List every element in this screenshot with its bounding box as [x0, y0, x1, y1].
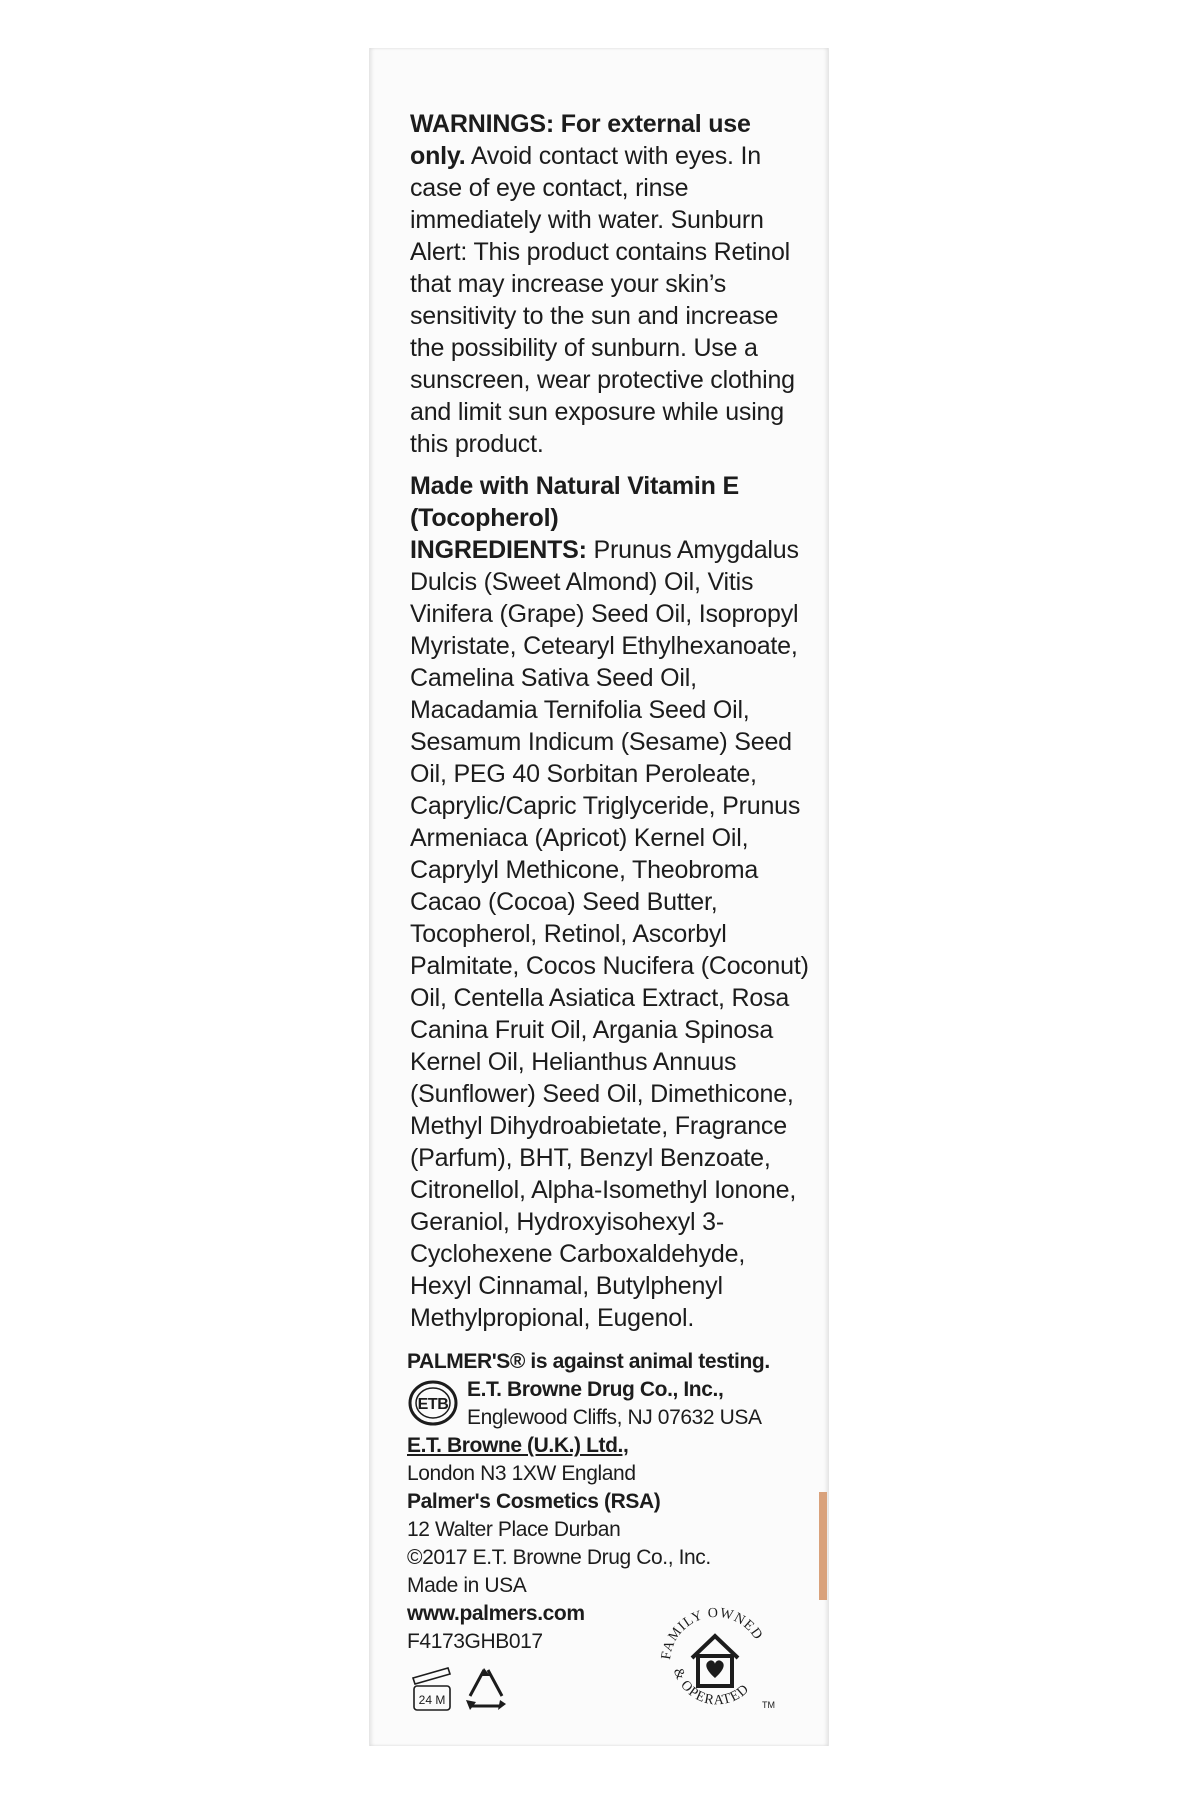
- et-browne-row: [407, 1376, 827, 1432]
- rsa-company-name: Palmer's Cosmetics (RSA): [407, 1490, 661, 1513]
- uk-company-address: London N3 1XW England: [407, 1462, 636, 1485]
- pao-label: 24 M: [418, 1693, 446, 1707]
- warnings-paragraph: [410, 108, 810, 460]
- badge-top-text: FAMILY OWNED: [658, 1605, 766, 1661]
- copyright-line: ©2017 E.T. Browne Drug Co., Inc.: [407, 1546, 711, 1569]
- website-link: www.palmers.com: [407, 1602, 585, 1625]
- animal-testing-note: PALMER'S® is against animal testing.: [407, 1350, 770, 1373]
- et-logo-letters: ETB: [417, 1396, 449, 1413]
- warnings-heading: WARNINGS: For external use only.: [410, 110, 751, 170]
- vitamin-note: [410, 470, 810, 534]
- et-browne-logo-icon: [407, 1378, 459, 1428]
- warnings-body: Avoid contact with eyes. In case of eye contact, rinse immediately with water. Sunburn Alert: This product contains Retinol that may increase your skin’s sensitivity to the sun and increase the possibility of sunburn. Use a sunscreen, wear protective clothing and limit sun exposure while using this product.: [410, 142, 795, 458]
- et-browne-text: [467, 1376, 827, 1432]
- house-heart-icon: [692, 1636, 738, 1686]
- made-in-line: Made in USA: [407, 1574, 527, 1597]
- badge-bottom-text: & OPERATED: [669, 1666, 753, 1709]
- symbols-row: [410, 1664, 530, 1716]
- et-company-name: E.T. Browne Drug Co., Inc.,: [467, 1378, 724, 1401]
- svg-text:FAMILY OWNED: [659, 1606, 766, 1661]
- ingredients-heading: INGREDIENTS:: [410, 536, 587, 564]
- ingredients-paragraph: [410, 534, 810, 1334]
- uk-company-name: E.T. Browne (U.K.) Ltd.,: [407, 1434, 629, 1457]
- ingredients-list: Prunus Amygdalus Dulcis (Sweet Almond) Oil, Vitis Vinifera (Grape) Seed Oil, Isopropyl Myristate, Cetearyl Ethylhexanoate, Camelina Sativa Seed Oil, Macadamia Ternifolia Seed Oil, Sesamum Indicum (Sesame) Seed Oil, PEG 40 Sorbitan Peroleate, Caprylic/Capric Triglyceride, Prunus Armeniaca (Apricot) Kernel Oil, Caprylyl Methicone, Theobroma Cacao (Cocoa) Seed Butter, Tocopherol, Retinol, Ascorbyl Palmitate, Cocos Nucifera (Coconut) Oil, Centella Asiatica Extract, Rosa Canina Fruit Oil, Argania Spinosa Kernel Oil, Helianthus Annuus (Sunflower) Seed Oil, Dimethicone, Methyl Dihydroabietate, Fragrance (Parfum), BHT, Benzyl Benzoate, Citronellol, Alpha-Isomethyl Ionone, Geraniol, Hydroxyisohexyl 3-Cyclohexene Carboxaldehyde, Hexyl Cinnamal, Butylphenyl Methylpropional, Eugenol.: [410, 536, 809, 1332]
- product-code: F4173GHB017: [407, 1630, 543, 1653]
- label-text-block: [410, 108, 810, 1334]
- vitamin-note-text: Made with Natural Vitamin E (Tocopherol): [410, 472, 739, 532]
- et-company-address: Englewood Cliffs, NJ 07632 USA: [467, 1406, 762, 1429]
- rsa-company-address: 12 Walter Place Durban: [407, 1518, 621, 1541]
- pao-jar-icon: [413, 1668, 450, 1710]
- recycle-icon: [466, 1668, 506, 1710]
- badge-tm: TM: [762, 1700, 775, 1710]
- family-owned-badge: [652, 1590, 778, 1716]
